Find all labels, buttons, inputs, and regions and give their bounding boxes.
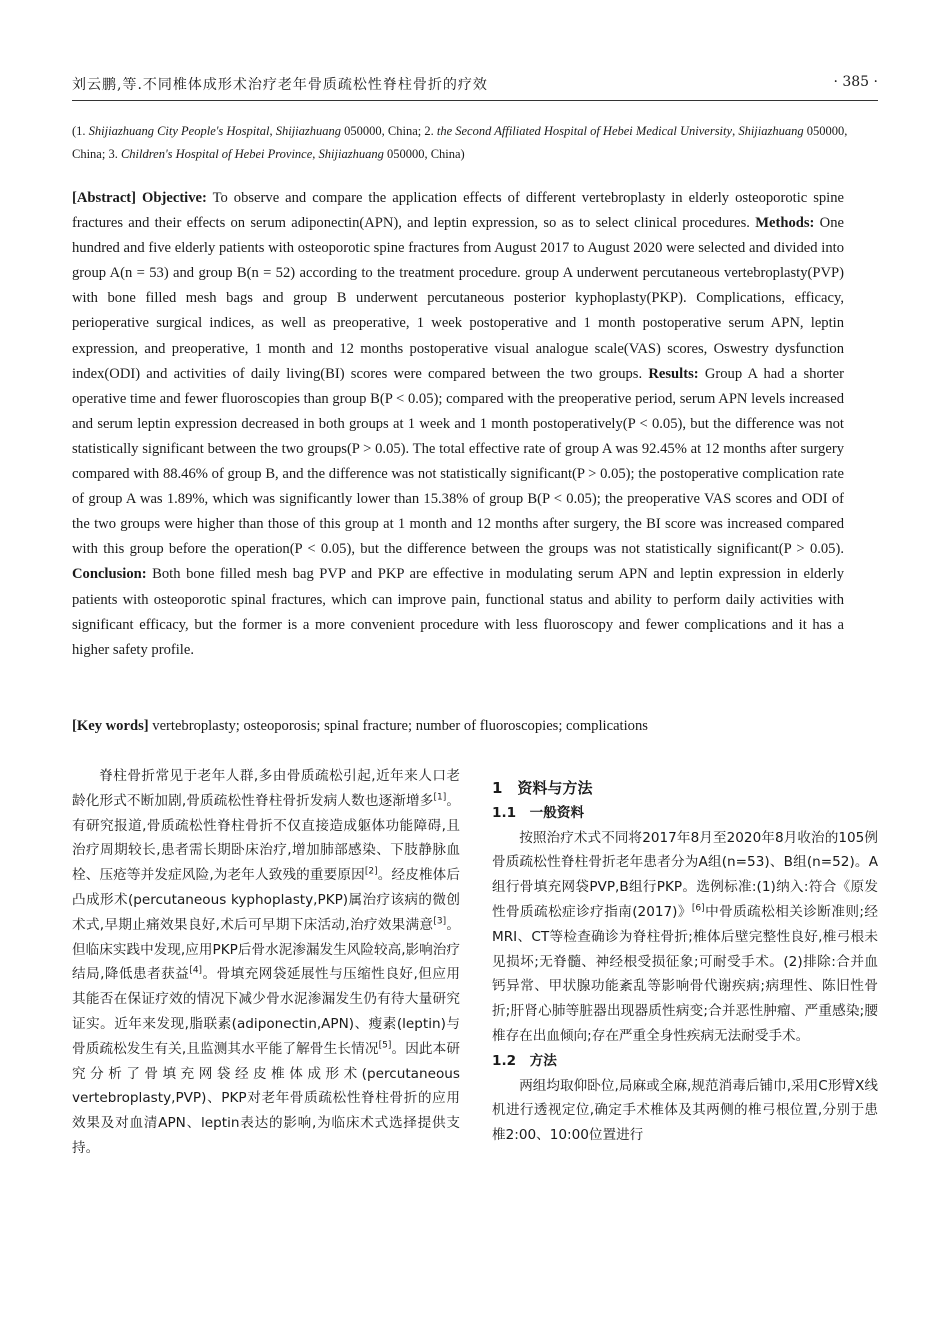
affil-2-city: Shijiazhuang xyxy=(738,124,804,138)
keywords-label: [Key words] xyxy=(72,718,149,734)
general-data-paragraph xyxy=(492,826,878,1049)
affil-2-name: the Second Affiliated Hospital of Hebei Medical University xyxy=(436,124,733,138)
general-data-text-1: 按照治疗术式不同将2017年8月至2020年8月收治的105例骨质疏松性脊柱骨折老年患者分为A组(n=53)、B组(n=52)。A组行骨填充网袋PVP,B组行PKP。选例标准:(1)纳入:符合《原发性骨质疏松症诊疗指南(2017)》 xyxy=(492,829,878,920)
citation-2: [2] xyxy=(364,866,378,877)
affil-1-city: Shijiazhuang xyxy=(275,124,342,138)
conclusion-label: Conclusion: xyxy=(72,566,147,583)
methods-column xyxy=(492,776,878,1148)
subsection-heading-1-2: 1.2 方法 xyxy=(492,1052,557,1069)
intro-text-5: 。骨填充网袋延展性与压缩性良好,但应用其能否在保证疗效的情况下减少骨水泥渗漏发生仍有待大量研究证实。近年来发现,脂联素(adiponectin,APN)、瘦素(leptin)与骨质疏松发生有关,且监测其水平能了解骨生长情况 xyxy=(72,966,460,1057)
citation-1: [1] xyxy=(433,792,447,803)
results-label: Results: xyxy=(648,365,699,382)
methods-text: One hundred and five elderly patients with osteoporotic spine fractures from August 2017 to August 2020 were selected and divided into group A(n = 53) and group B(n = 52) according to the treatment procedure. group A underwent percutaneous vertebroplasty(PVP) with bone filled mesh bags and group B underwent percutaneous posterior kyphoplasty(PKP). Complications, efficacy, perioperative surgical indices, as well as preoperative, 1 week postoperative and 1 month postoperative serum APN, leptin expression, and preoperative, 1 month and 12 months postoperative visual analogue scale(VAS) scores, Oswestry dysfunction index(ODI) and activities of daily living(BI) scores were compared between the two groups. xyxy=(72,215,844,382)
running-header xyxy=(72,72,878,101)
keywords-text: vertebroplasty; osteoporosis; spinal fracture; number of fluoroscopies; complications xyxy=(152,718,648,734)
intro-text-3: 。经皮椎体后凸成形术(percutaneous kyphoplasty,PKP)属治疗该病的微创术式,早期止痛效果良好,术后可早期下床活动,治疗效果满意 xyxy=(72,867,461,933)
intro-text-1: 脊柱骨折常见于老年人群,多由骨质疏松引起,近年来人口老龄化形式不断加剧,骨质疏松性脊柱骨折发病人数也逐渐增多 xyxy=(72,768,460,809)
intro-text-6: 。因此本研究分析了骨填充网袋经皮椎体成形术(percutaneous vertebroplasty,PVP)、PKP对老年骨质疏松性脊柱骨折的应用效果及对血清APN、leptin表达的影响,为临床术式选择提供支持。 xyxy=(72,1040,460,1156)
conclusion-text: Both bone filled mesh bag PVP and PKP are effective in modulating serum APN and leptin expression in elderly patients with osteoporotic spinal fractures, which can improve pain, functional status and ability to perform daily activities with significant efficacy, but the former is a more convenient procedure with less fluoroscopy and fewer complications and it has a higher safety profile. xyxy=(72,566,844,658)
affil-1-rest: 050000, China; 2. xyxy=(344,124,434,138)
affil-3-rest: 050000, China) xyxy=(386,147,465,161)
methods-label: Methods: xyxy=(755,215,815,232)
general-data-text-2: 中骨质疏松相关诊断准则;经MRI、CT等检查确诊为脊柱骨折;椎体后壁完整性良好,椎弓根未见损坏;无脊髓、神经根受损征象;可耐受手术。(2)排除:合并血钙异常、甲状腺功能紊乱等影响骨代谢疾病;病理性、陈旧性骨折;肝肾心肺等脏器出现器质性病变;合并恶性肿瘤、严重感染;腰椎存在出血倾向;存在严重全身性疾病无法耐受手术。 xyxy=(492,903,878,1044)
affil-open: (1. xyxy=(72,124,86,138)
intro-text-2: 。有研究报道,骨质疏松性脊柱骨折不仅直接造成躯体功能障碍,且治疗周期较长,患者需长期卧床治疗,增加肺部感染、下肢静脉血栓、压疮等并发症风险,为老年人致残的重要原因 xyxy=(72,792,460,884)
keywords xyxy=(72,714,862,739)
citation-6: [6] xyxy=(691,903,705,914)
intro-text-4: 。但临床实践中发现,应用PKP后骨水泥渗漏发生风险较高,影响治疗结局,降低患者获益 xyxy=(72,916,460,983)
citation-4: [4] xyxy=(189,965,203,976)
subsection-heading-1-1: 1.1 一般资料 xyxy=(492,804,585,821)
intro-column xyxy=(72,764,460,1161)
page-number: · 385 · xyxy=(833,74,878,90)
affil-2-rest: 050000, China; 3. xyxy=(72,124,848,161)
affil-1-name: Shijiazhuang City People's Hospital xyxy=(88,124,270,138)
running-title: 刘云鹏,等.不同椎体成形术治疗老年骨质疏松性脊柱骨折的疗效 xyxy=(72,77,488,93)
affil-3-city: Shijiazhuang xyxy=(318,147,384,161)
section-heading-1: 1 资料与方法 xyxy=(492,779,593,797)
citation-5: [5] xyxy=(378,1040,392,1051)
results-text: Group A had a shorter operative time and fewer fluoroscopies than group B(P < 0.05); compared with the preoperative period, serum APN levels increased and serum leptin expression decreased in both groups at 1 week and 1 month postoperatively(P < 0.05), but the difference was not statistically significant between the two groups(P > 0.05). The total effective rate of group A was 92.45% at 12 months after surgery compared with 88.46% of group B, and the difference was not statistically significant(P > 0.05); the postoperative complication rate of group A was 1.89%, which was significantly lower than 15.38% of group B(P < 0.05); the preoperative VAS scores and ODI of the two groups were higher than those of this group at 1 month and 12 months after surgery, the BI score was increased compared with this group before the operation(P < 0.05), but the difference between the groups was not statistically significant(P > 0.05). xyxy=(72,365,844,558)
method-paragraph: 两组均取仰卧位,局麻或全麻,规范消毒后铺巾,采用C形臂X线机进行透视定位,确定手术椎体及其两侧的椎弓根位置,分别于患椎2:00、10:00位置进行 xyxy=(492,1077,878,1144)
intro-paragraph xyxy=(72,764,460,1161)
affil-3-name: Children's Hospital of Hebei Province xyxy=(120,147,313,161)
abstract-label: [Abstract] xyxy=(72,190,137,206)
abstract xyxy=(72,186,844,663)
citation-3: [3] xyxy=(433,916,447,927)
affiliations: (1. Shijiazhuang City People's Hospital, Shijiazhuang 050000, China; 2. the Second Affiliated Hospital of Hebei Medical University, Shijiazhuang 050000, China; 3. Children's Hospital of Hebei Province, Shijiazhuang 050000, China) xyxy=(72,124,848,161)
objective-text: To observe and compare the application effects of different vertebroplasty in elderly osteoporotic spine fractures and their effects on serum adiponectin(APN), and leptin expression, so as to select clinical procedures. xyxy=(72,190,845,232)
objective-label: Objective: xyxy=(142,190,207,206)
